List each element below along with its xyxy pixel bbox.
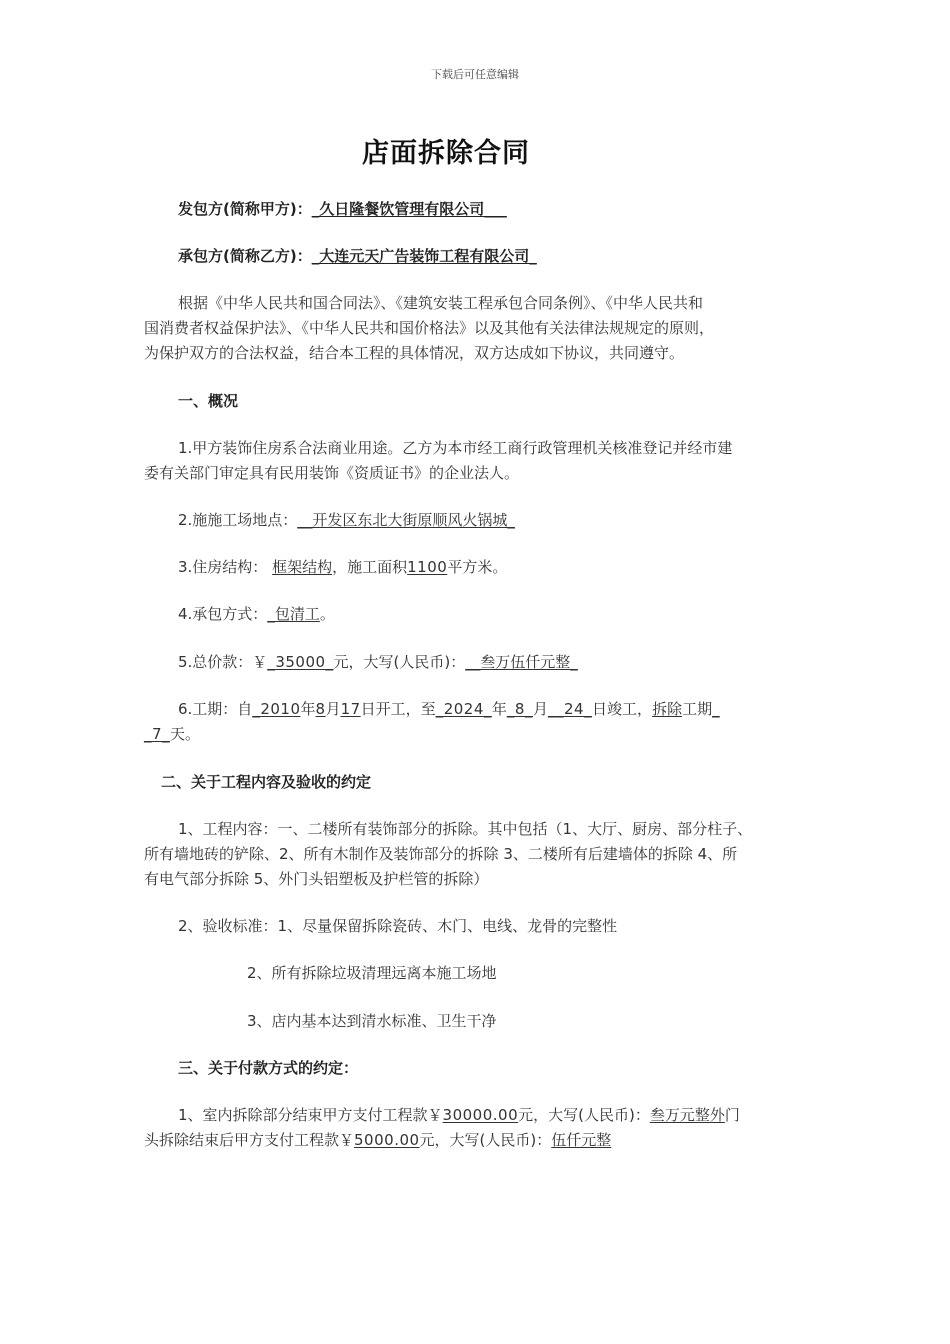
duration-days: _7_ [144, 725, 171, 743]
end-text: 日竣工， [592, 700, 653, 718]
acceptance-line-1: 2、验收标准：1、尽量保留拆除瓷砖、木门、电线、龙骨的完整性 [178, 917, 618, 935]
section-3-title: 三、关于付款方式的约定： [178, 1059, 359, 1077]
content-line-3: 有电气部分拆除 5、外门头铝塑板及护栏管的拆除） [144, 870, 489, 888]
structure-type: 框架结构 [272, 558, 333, 576]
area-unit: 平方米。 [447, 558, 508, 576]
year-char: 年 [300, 700, 316, 718]
month-char-2: 月 [532, 700, 548, 718]
acceptance-line-2: 2、所有拆除垃圾清理远离本施工场地 [247, 964, 497, 982]
payment-2-amount: 5000.00 [354, 1131, 420, 1149]
item-5-text: 元，大写(人民币)： [333, 653, 466, 671]
acceptance-line-3: 3、店内基本达到清水标准、卫生干净 [247, 1012, 497, 1030]
intro-line-3: 为保护双方的合法权益，结合本工程的具体情况，双方达成如下协议，共同遵守。 [144, 344, 685, 362]
party-a-name: _久日隆餐饮管理有限公司___ [311, 200, 507, 218]
content-line-2: 所有墙地砖的铲除、2、所有木制作及装饰部分的拆除 3、二楼所有后建墙体的拆除 4、所 [144, 845, 738, 863]
item-1-line-1: 1.甲方装饰住房系合法商业用途。乙方为本市经工商行政管理机关核准登记并经市建 [178, 439, 733, 457]
item-2-line [144, 508, 858, 533]
start-month: 8 [315, 700, 326, 718]
item-5-line [144, 650, 858, 675]
party-a-line [144, 197, 858, 222]
payment-1-words: 叁万元整外 [649, 1106, 725, 1124]
start-text: 日开工，至 [360, 700, 436, 718]
payment-2-words: 伍仟元整 [551, 1131, 612, 1149]
payment-line-1 [144, 1103, 858, 1128]
item-3-text: ，施工面积 [332, 558, 408, 576]
total-amount-words: __叁万伍仟元整_ [465, 653, 578, 671]
month-char: 月 [325, 700, 341, 718]
period-word: 工期 [682, 700, 713, 718]
party-b-line [144, 244, 858, 269]
intro-line-2: 国消费者权益保护法》、《中华人民共和国价格法》以及其他有关法律法规规定的原则， [144, 319, 715, 337]
section-1-title: 一、概况 [178, 392, 239, 410]
item-4-end: 。 [319, 605, 335, 623]
end-month: _8_ [506, 700, 533, 718]
section-2-title: 二、关于工程内容及验收的约定 [161, 773, 372, 791]
intro-line-1: 根据《中华人民共和国合同法》、《建筑安装工程承包合同条例》、《中华人民共和 [178, 294, 704, 312]
content-line-1: 1、工程内容：一、二楼所有装饰部分的拆除。其中包括（1、大厅、厨房、部分柱子、 [178, 820, 753, 838]
end-day: __24_ [547, 700, 593, 718]
payment-line-2 [144, 1128, 824, 1153]
item-3-label: 3.住房结构： [178, 558, 268, 576]
site-address: __开发区东北大街原顺风火锅城_ [297, 511, 515, 529]
payment-2-mid: 元，大写(人民币)： [419, 1131, 552, 1149]
item-1-line-2: 委有关部门审定具有民用装饰《资质证书》的企业法人。 [144, 464, 520, 482]
period-blank: _ [712, 700, 720, 718]
demolition-word: 拆除 [652, 700, 683, 718]
item-4-label: 4.承包方式： [178, 605, 268, 623]
page-title: 店面拆除合同 [362, 138, 530, 169]
year-char-2: 年 [491, 700, 507, 718]
item-3-line [144, 555, 858, 580]
payment-1-mid: 元，大写(人民币)： [518, 1106, 650, 1124]
contract-mode: _包清工 [267, 605, 320, 623]
payment-2-text: 头拆除结束后甲方支付工程款￥ [144, 1131, 355, 1149]
party-b-label: 承包方(简称乙方)： [178, 247, 312, 265]
header-note: 下载后可任意编辑 [431, 68, 519, 81]
total-amount: _35000_ [267, 653, 334, 671]
payment-1-amount: 30000.00 [442, 1106, 519, 1124]
item-6-label: 6.工期：自 [178, 700, 253, 718]
end-year: _2024_ [435, 700, 492, 718]
construction-area: 1100 [407, 558, 448, 576]
party-a-label: 发包方(简称甲方)： [178, 200, 312, 218]
payment-1-end: 门 [724, 1106, 740, 1124]
item-4-line [144, 602, 858, 627]
start-day: 17 [340, 700, 361, 718]
payment-1-text: 1、室内拆除部分结束甲方支付工程款￥ [178, 1106, 443, 1124]
item-6-line-1 [144, 697, 858, 722]
item-5-label: 5.总价款：￥ [178, 653, 268, 671]
start-year: _2010 [252, 700, 301, 718]
item-2-label: 2.施施工场地点： [178, 511, 298, 529]
days-unit: 天。 [170, 725, 201, 743]
item-6-line-2 [144, 722, 824, 747]
party-b-name: _大连元天广告装饰工程有限公司_ [311, 247, 537, 265]
